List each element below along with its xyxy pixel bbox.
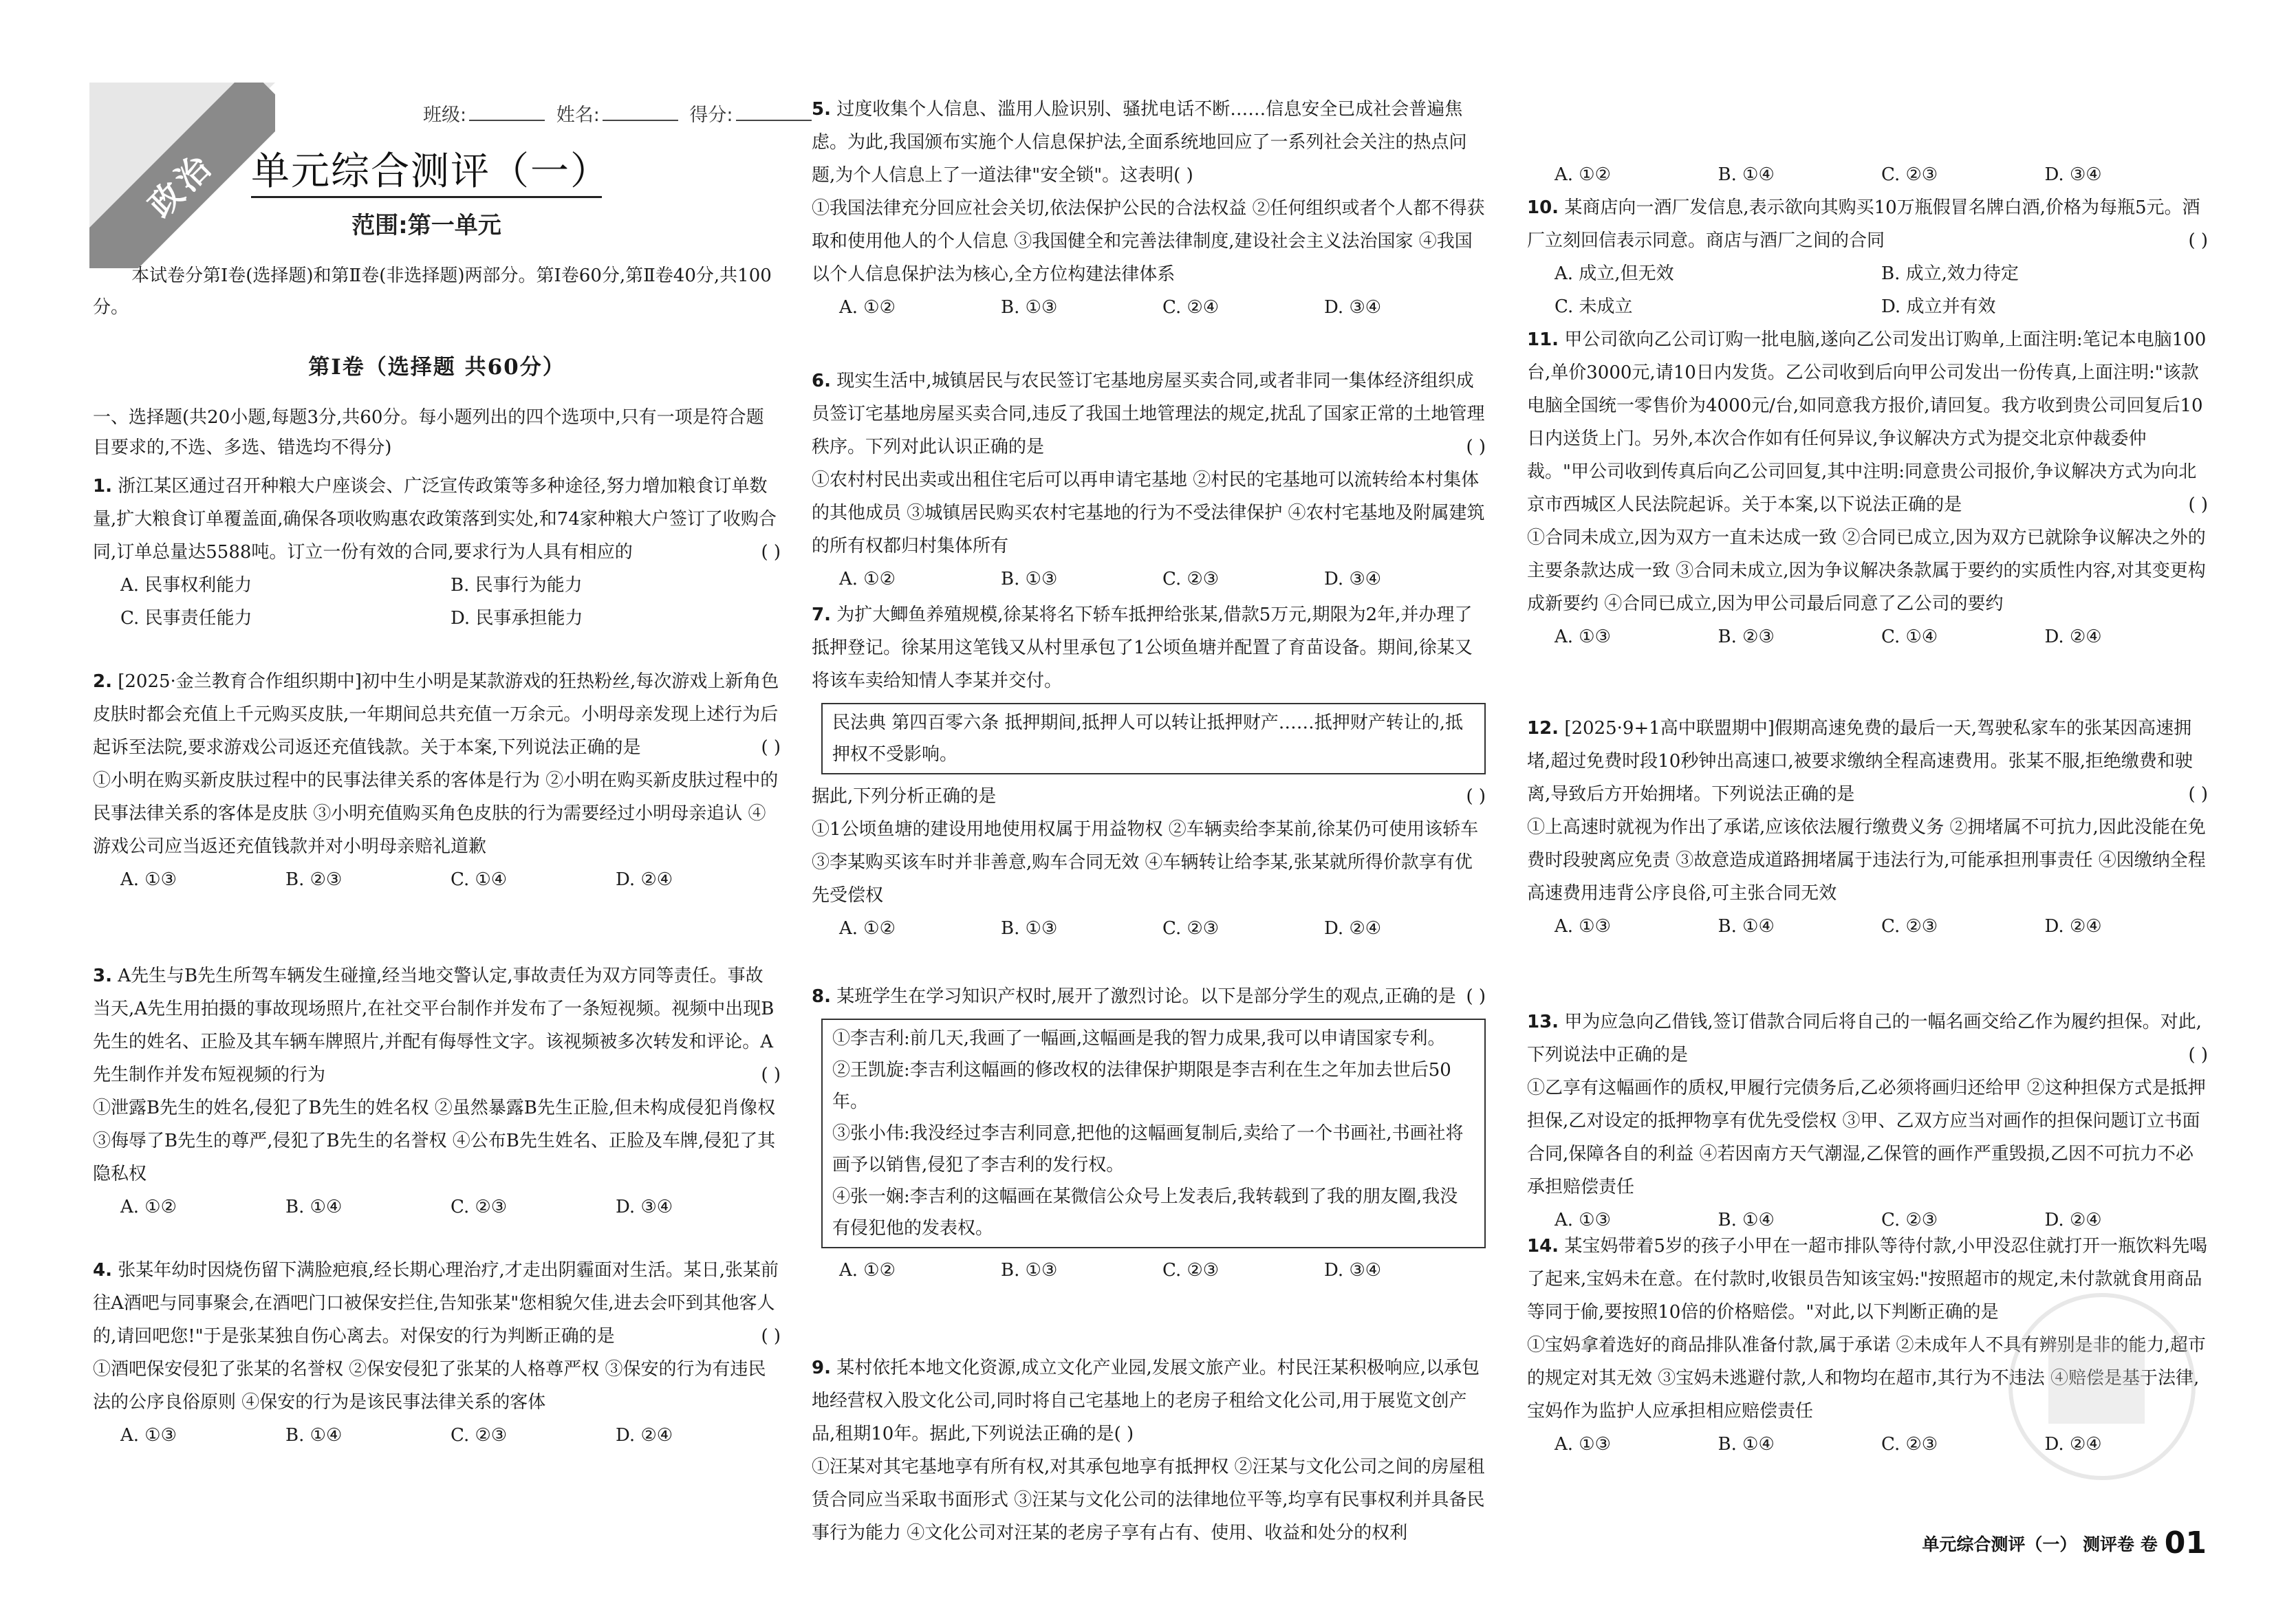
question-7 [812, 598, 1486, 945]
option-b[interactable]: B. ①④ [1718, 916, 1775, 937]
option-d[interactable]: D. ②④ [2044, 916, 2102, 937]
option-b[interactable]: B. ①④ [1718, 1210, 1775, 1230]
option-a[interactable]: A. ①③ [120, 869, 177, 890]
option-b[interactable]: B. ①③ [1001, 1260, 1058, 1281]
question-stem: 甲公司欲向乙公司订购一批电脑,遂向乙公司发出订购单,上面注明:笔记本电脑100台,单价3000元,请10日内发货。乙公司收到后向甲公司发出一份传真,上面注明:"该款电脑全国统一零售价为4000元/台,如同意我方报价,请回复。我方收到贵公司回复后10日内送货上门。另外,本次合作如有任何异议,争议解决方式为提交北京仲裁委仲裁。"甲公司收到传真后向乙公司回复,其中注明:同意贵公司报价,争议解决方式为向北京市西城区人民法院起诉。关于本案,以下说法正确的是 [1527, 329, 2207, 515]
question-items: ①上高速时就视为作出了承诺,应该依法履行缴费义务 ②拥堵属不可抗力,因此没能在免费时段驶离应免责 ③故意造成道路拥堵属于违法行为,可能承担刑事责任 ④因缴纳全程高速费用违背公序良俗,可主张合同无效 [1527, 817, 2206, 904]
question-items: ①1公顷鱼塘的建设用地使用权属于用益物权 ②车辆卖给李某前,徐某仍可使用该轿车 ③李某购买该车时并非善意,购车合同无效 ④车辆转让给李某,张某就所得价款享有优先受偿权 [812, 819, 1479, 906]
student-info-line [423, 100, 817, 127]
scope-subtitle: 范围:第一单元 [351, 212, 501, 239]
footer-text: 单元综合测评（一） 测评卷 卷 [1922, 1534, 2158, 1554]
question-number: 2. [93, 671, 112, 692]
view-1: ①李吉利:前几天,我画了一幅画,这幅画是我的智力成果,我可以申请国家专利。 [832, 1028, 1446, 1049]
page-footer [1922, 1525, 2207, 1561]
option-c[interactable]: C. ②③ [1881, 1210, 1938, 1230]
answer-paren: ( ) [1466, 437, 1486, 457]
question-number: 11. [1527, 329, 1559, 350]
question-number: 3. [93, 966, 112, 986]
question-number: 5. [812, 99, 831, 120]
question-stem: A先生与B先生所驾车辆发生碰撞,经当地交警认定,事故责任为双方同等责任。事故当天,A先生用拍摄的事故现场照片,在社交平台制作并发布了一条短视频。视频中出现B先生的姓名、正脸及其车辆车牌照片,并配有侮辱性文字。该视频被多次转发和评论。A先生制作并发布短视频的行为 [93, 966, 775, 1085]
class-blank[interactable] [469, 120, 545, 121]
student-views-box [821, 1019, 1486, 1248]
option-d[interactable]: D. ②④ [616, 869, 673, 890]
question-items: ①宝妈拿着选好的商品排队准备付款,属于承诺 ②未成年人不具有辨别是非的能力,超市的规定对其无效 ③宝妈未逃避付款,人和物均在超市,其行为不违法 ④赔偿是基于法律,宝妈作为监护人应承担相应赔偿责任 [1527, 1335, 2206, 1422]
exam-intro: 本试卷分第Ⅰ卷(选择题)和第Ⅱ卷(非选择题)两部分。第Ⅰ卷60分,第Ⅱ卷40分,共100分。 [93, 265, 772, 318]
option-c[interactable]: C. ②③ [1881, 164, 1938, 185]
question-11 [1527, 323, 2208, 653]
option-a[interactable]: A. ①③ [1555, 627, 1611, 647]
option-b[interactable]: B. ①④ [1718, 1434, 1775, 1455]
view-2: ②王凯旋:李吉利这幅画的修改权的法律保护期限是李吉利在生之年加去世后50年。 [832, 1060, 1451, 1112]
answer-paren: ( ) [761, 737, 781, 758]
option-d[interactable]: D. ③④ [1324, 1260, 1382, 1281]
question-number: 4. [93, 1260, 112, 1281]
option-d[interactable]: D. ③④ [616, 1197, 673, 1217]
question-items: ①汪某对其宅基地享有所有权,对其承包地享有抵押权 ②汪某与文化公司之间的房屋租赁合同应当采取书面形式 ③汪某与文化公司的法律地位平等,均享有民事权利并具备民事行为能力 ④文化公司对汪某的老房子享有占有、使用、收益和处分的权利 [812, 1457, 1485, 1543]
question-items: ①合同未成立,因为双方一直未达成一致 ②合同已成立,因为双方已就除争议解决之外的主要条款达成一致 ③合同未成立,因为争议解决条款属于要约的实质性内容,对其变更构成新要约 ④合同已成立,因为甲公司最后同意了乙公司的要约 [1527, 528, 2206, 614]
question-stem: 过度收集个人信息、滥用人脸识别、骚扰电话不断……信息安全已成社会普遍焦虑。为此,我国颁布实施个人信息保护法,全面系统地回应了一系列社会关注的热点问题,为个人信息上了一道法律"安全锁"。这表明( ) [812, 99, 1467, 186]
option-a[interactable]: A. 成立,但无效 [1555, 263, 1674, 284]
question-stem: [2025·金兰教育合作组织期中]初中生小明是某款游戏的狂热粉丝,每次游戏上新角色皮肤时都会充值上千元购买皮肤,一年期间总共充值一万余元。小明母亲发现上述行为后起诉至法院,要求游戏公司返还充值钱款。关于本案,下列说法正确的是 [93, 671, 779, 758]
question-stem: [2025·9+1高中联盟期中]假期高速免费的最后一天,驾驶私家车的张某因高速拥堵,超过免费时段10秒钟出高速口,被要求缴纳全程高速费用。张某不服,拒绝缴费和驶离,导致后方开始拥堵。下列说法正确的是 [1527, 718, 2193, 805]
option-d[interactable]: D. ③④ [2044, 164, 2102, 185]
question-stem: 浙江某区通过召开种粮大户座谈会、广泛宣传政策等多种途径,努力增加粮食订单数量,扩大粮食订单覆盖面,确保各项收购惠农政策落到实处,和74家种粮大户签订了收购合同,订单总量达5588吨。订立一份有效的合同,要求行为人具有相应的 [93, 476, 777, 563]
option-d[interactable]: D. ②④ [1324, 918, 1382, 939]
question-9-options [1527, 158, 2208, 191]
option-b[interactable]: B. ①④ [285, 1425, 343, 1446]
option-b[interactable]: B. 成立,效力待定 [1881, 263, 2019, 284]
question-number: 1. [93, 476, 112, 497]
class-label: 班级: [423, 105, 467, 126]
answer-paren: ( ) [2188, 230, 2208, 251]
option-d[interactable]: D. ②④ [2044, 1210, 2102, 1230]
question-5 [812, 93, 1486, 324]
question-items: ①农村村民出卖或出租住宅后可以再申请宅基地 ②村民的宅基地可以流转给本村集体的其他成员 ③城镇居民购买农村宅基地的行为不受法律保护 ④农村宅基地及附属建筑的所有权都归村集体所有 [812, 470, 1485, 556]
answer-paren: ( ) [1466, 786, 1486, 807]
option-b[interactable]: B. ①③ [1001, 569, 1058, 589]
view-4: ④张一娴:李吉利的这幅画在某微信公众号上发表后,我转载到了我的朋友圈,我没有侵犯他的发表权。 [832, 1186, 1458, 1239]
question-number: 14. [1527, 1236, 1559, 1257]
option-c[interactable]: C. ②③ [1162, 1260, 1220, 1281]
title-underline [251, 196, 602, 198]
option-d[interactable]: D. ②④ [2044, 1434, 2102, 1455]
question-items: ①酒吧保安侵犯了张某的名誉权 ②保安侵犯了张某的人格尊严权 ③保安的行为有违民法的公序良俗原则 ④保安的行为是该民事法律关系的客体 [93, 1359, 766, 1413]
option-b[interactable]: B. ①④ [285, 1197, 343, 1217]
option-c[interactable]: C. 未成立 [1555, 296, 1633, 317]
option-a[interactable]: A. ①③ [120, 1425, 177, 1446]
option-d[interactable]: D. ②④ [616, 1425, 673, 1446]
option-b[interactable]: B. ①③ [1001, 918, 1058, 939]
option-c[interactable]: C. ②④ [1162, 297, 1220, 318]
question-ask: 据此,下列分析正确的是 [812, 786, 997, 807]
option-c[interactable]: C. ①④ [1881, 627, 1938, 647]
option-a[interactable]: A. ①② [839, 918, 896, 939]
option-c[interactable]: C. ②③ [1881, 916, 1938, 937]
option-d[interactable]: D. ③④ [1324, 297, 1382, 318]
option-a[interactable]: A. ①③ [1555, 1210, 1611, 1230]
question-8 [812, 980, 1486, 1287]
option-b[interactable]: B. ①④ [1718, 164, 1775, 185]
answer-paren: ( ) [761, 1326, 781, 1347]
option-c[interactable]: C. 民事责任能力 [120, 608, 252, 629]
question-number: 13. [1527, 1012, 1559, 1032]
view-3: ③张小伟:我没经过李吉利同意,把他的这幅画复制后,卖给了一个书画社,书画社将画予以销售,侵犯了李吉利的发行权。 [832, 1123, 1464, 1175]
question-stem: 某班学生在学习知识产权时,展开了激烈讨论。以下是部分学生的观点,正确的是 [836, 986, 1456, 1007]
option-b[interactable]: B. ②③ [1718, 627, 1775, 647]
option-b[interactable]: B. 民事行为能力 [451, 575, 583, 596]
answer-paren: ( ) [2188, 495, 2208, 515]
question-stem: 为扩大鲫鱼养殖规模,徐某将名下轿车抵押给张某,借款5万元,期限为2年,并办理了抵押登记。徐某用这笔钱又从村里承包了1公顷鱼塘并配置了育苗设备。期间,徐某又将该车卖给知情人李某并交付。 [812, 605, 1473, 691]
question-1 [93, 470, 781, 635]
question-items: ①泄露B先生的姓名,侵犯了B先生的姓名权 ②虽然暴露B先生正脸,但未构成侵犯肖像权 ③侮辱了B先生的尊严,侵犯了B先生的名誉权 ④公布B先生姓名、正脸及车牌,侵犯了其隐私权 [93, 1098, 776, 1184]
question-6 [812, 365, 1486, 596]
option-a[interactable]: A. ①③ [1555, 1434, 1611, 1455]
score-blank[interactable] [736, 120, 812, 121]
answer-paren: ( ) [2188, 1045, 2208, 1065]
option-d[interactable]: D. ②④ [2044, 627, 2102, 647]
option-d[interactable]: D. 民事承担能力 [451, 608, 583, 629]
question-stem: 张某年幼时因烧伤留下满脸疤痕,经长期心理治疗,才走出阴霾面对生活。某日,张某前往A酒吧与同事聚会,在酒吧门口被保安拦住,告知张某"您相貌欠佳,进去会吓到其他客人的,请回吧您!"于是张某独自伤心离去。对保安的行为判断正确的是 [93, 1260, 779, 1347]
law-excerpt-box: 民法典 第四百零六条 抵押期间,抵押人可以转让抵押财产……抵押财产转让的,抵押权不受影响。 [821, 703, 1486, 774]
page-title: 单元综合测评（一） [251, 149, 610, 194]
answer-paren: ( ) [761, 542, 781, 563]
question-3 [93, 959, 781, 1224]
option-c[interactable]: C. ②③ [451, 1197, 508, 1217]
question-number: 7. [812, 605, 831, 625]
score-label: 得分: [689, 105, 733, 126]
option-a[interactable]: A. 民事权利能力 [120, 575, 252, 596]
option-c[interactable]: C. ②③ [1162, 569, 1220, 589]
option-a[interactable]: A. ①② [839, 569, 896, 589]
option-c[interactable]: C. ②③ [451, 1425, 508, 1446]
answer-paren: ( ) [1466, 986, 1486, 1007]
option-c[interactable]: C. ②③ [1881, 1434, 1938, 1455]
question-stem: 甲为应急向乙借钱,签订借款合同后将自己的一幅名画交给乙作为履约担保。对此,下列说法中正确的是 [1527, 1012, 2202, 1065]
question-13 [1527, 1006, 2208, 1237]
question-items: ①乙享有这幅画作的质权,甲履行完债务后,乙必须将画归还给甲 ②这种担保方式是抵押担保,乙对设定的抵押物享有优先受偿权 ③甲、乙双方应当对画作的担保问题订立书面合同,保障各自的利益 ④若因南方天气潮湿,乙保管的画作严重毁损,乙因不可抗力不必承担赔偿责任 [1527, 1078, 2206, 1197]
option-a[interactable]: A. ①② [839, 297, 896, 318]
name-label: 姓名: [556, 105, 600, 126]
question-stem: 现实生活中,城镇居民与农民签订宅基地房屋买卖合同,或者非同一集体经济组织成员签订宅基地房屋买卖合同,违反了我国土地管理法的规定,扰乱了国家正常的土地管理秩序。下列对此认识正确的是 [812, 371, 1485, 457]
question-items: ①我国法律充分回应社会关切,依法保护公民的合法权益 ②任何组织或者个人都不得获取和使用他人的个人信息 ③我国健全和完善法律制度,建设社会主义法治国家 ④我国以个人信息保护法为核心,全方位构建法律体系 [812, 198, 1485, 285]
question-stem: 某商店向一酒厂发信息,表示欲向其购买10万瓶假冒名牌白酒,价格为每瓶5元。酒厂立刻回信表示同意。商店与酒厂之间的合同 [1527, 197, 2200, 251]
question-12 [1527, 712, 2208, 943]
option-a[interactable]: A. ①③ [1555, 916, 1611, 937]
page-number: 01 [2164, 1525, 2207, 1561]
name-blank[interactable] [603, 120, 678, 121]
question-number: 10. [1527, 197, 1559, 218]
question-stem: 某村依托本地文化资源,成立文化产业园,发展文旅产业。村民汪某积极响应,以承包地经营权入股文化公司,同时将自己宅基地上的老房子租给文化公司,用于展览文创产品,租期10年。据此,下列说法正确的是( ) [812, 1358, 1480, 1444]
question-items: ①小明在购买新皮肤过程中的民事法律关系的客体是行为 ②小明在购买新皮肤过程中的民事法律关系的客体是皮肤 ③小明充值购买角色皮肤的行为需要经过小明母亲追认 ④游戏公司应当返还充值钱款并对小明母亲赔礼道歉 [93, 770, 779, 857]
question-number: 9. [812, 1358, 831, 1378]
question-number: 12. [1527, 718, 1559, 739]
subject-ribbon [89, 83, 275, 268]
option-c[interactable]: C. ①④ [451, 869, 508, 890]
section-instruction: 一、选择题(共20小题,每题3分,共60分。每小题列出的四个选项中,只有一项是符合题目要求的,不选、多选、错选均不得分) [93, 407, 764, 458]
option-b[interactable]: B. ②③ [285, 869, 343, 890]
question-4 [93, 1254, 781, 1452]
subject-label: 政治 [141, 145, 221, 226]
option-d[interactable]: D. 成立并有效 [1881, 296, 1996, 317]
option-a[interactable]: A. ①② [839, 1260, 896, 1281]
section-title: 第Ⅰ卷（选择题 共60分） [308, 355, 565, 380]
question-stem: 某宝妈带着5岁的孩子小甲在一超市排队等待付款,小甲没忍住就打开一瓶饮料先喝了起来,宝妈未在意。在付款时,收银员告知该宝妈:"按照超市的规定,未付款就食用商品等同于偷,要按照10倍的价格赔偿。"对此,以下判断正确的是 [1527, 1236, 2208, 1323]
option-d[interactable]: D. ③④ [1324, 569, 1382, 589]
question-9 [812, 1351, 1486, 1550]
question-2 [93, 665, 781, 896]
question-10 [1527, 191, 2208, 323]
option-a[interactable]: A. ①② [1555, 164, 1611, 185]
option-a[interactable]: A. ①② [120, 1197, 177, 1217]
question-number: 6. [812, 371, 831, 391]
answer-paren: ( ) [2188, 784, 2208, 805]
option-c[interactable]: C. ②③ [1162, 918, 1220, 939]
question-number: 8. [812, 986, 831, 1007]
answer-paren: ( ) [761, 1065, 781, 1085]
watermark-seal-center [2048, 1341, 2145, 1424]
option-b[interactable]: B. ①③ [1001, 297, 1058, 318]
